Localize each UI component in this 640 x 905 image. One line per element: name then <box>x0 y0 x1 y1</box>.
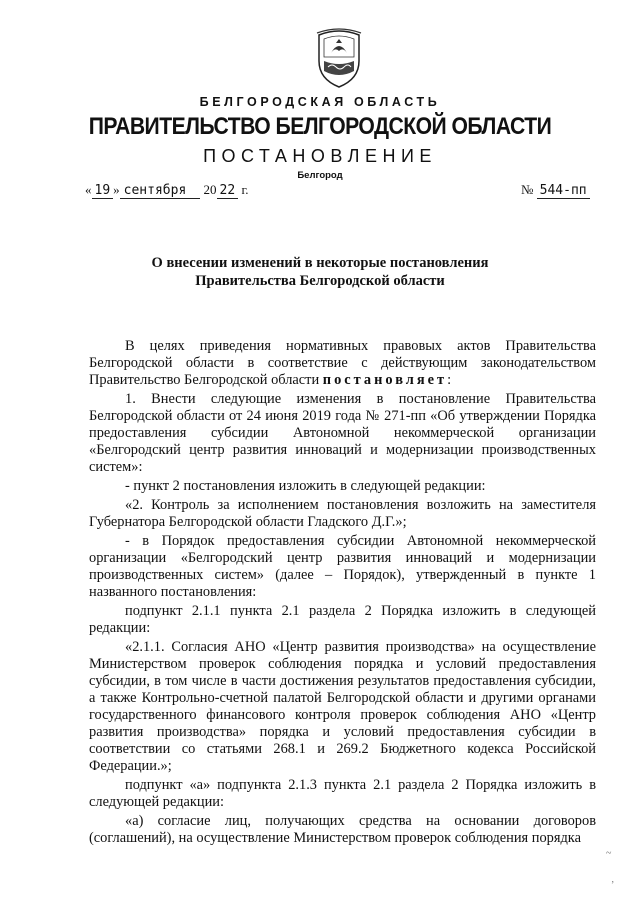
paragraph-procedure-intro: - в Порядок предоставления субсидии Автономной некоммерческой организации «Белгородский центр развития инноваций и модернизации производственных систем» (далее – Порядок), утвержденный в пункте 1 названного постановления: <box>89 533 596 600</box>
coat-of-arms-emblem <box>314 27 364 89</box>
date-line <box>85 182 249 198</box>
date-year-suffix: 22 <box>217 183 239 199</box>
government-name: ПРАВИТЕЛЬСТВО БЕЛГОРОДСКОЙ ОБЛАСТИ <box>88 113 552 140</box>
scan-mark: ~ <box>606 848 612 859</box>
paragraph-subpoint-a-text: «а) согласие лиц, получающих средства на основании договоров (соглашений), на осуществление Министерством проверок соблюдения порядка <box>89 813 596 846</box>
paragraph-item-1: 1. Внести следующие изменения в постановление Правительства Белгородской области от 24 июня 2019 года № 271-пп «Об утверждении Порядка предоставления субсидии Автономной некоммерческой организации «Белгородский центр развития инноваций и модернизации производственных систем»: <box>89 391 596 475</box>
preamble-text: В целях приведения нормативных правовых актов Правительства Белгородской области в соответствие с действующим законодательством Правительство Белгородской области <box>89 338 596 388</box>
paragraph-subpoint-2-1-1-text: «2.1.1. Согласия АНО «Центр развития производства» на осуществление Министерством проверок соблюдения порядка и условий предоставления субсидии, в том числе в части достижения результатов предоставления субсидии, а также Контрольно-счетной палатой Белгородской области и другими органами государственного финансового контроля проверок соблюдения АНО «Центр развития производства» порядка и условий предоставления субсидии в соответствии со статьями 268.1 и 269.2 Бюджетного кодекса Российской Федерации.»; <box>89 639 596 774</box>
paragraph-point-2-text: «2. Контроль за исполнением постановления возложить на заместителя Губернатора Белгородской области Гладского Д.Г.»; <box>89 497 596 530</box>
date-year-unit: г. <box>241 182 249 197</box>
document-number-line <box>521 182 590 198</box>
resolve-word: постановляет <box>322 372 448 388</box>
scan-mark: ʼ <box>611 880 615 891</box>
document-title <box>100 254 540 290</box>
document-body <box>89 338 596 849</box>
date-year-prefix: 20 <box>203 182 217 197</box>
date-close-quote: » <box>113 182 120 197</box>
paragraph-subpoint-2-1-1-intro: подпункт 2.1.1 пункта 2.1 раздела 2 Порядка изложить в следующей редакции: <box>89 603 596 636</box>
paragraph-subpoint-a-intro: подпункт «а» подпункта 2.1.3 пункта 2.1 раздела 2 Порядка изложить в следующей редакции: <box>89 777 596 810</box>
date-open-quote: « <box>85 182 92 197</box>
document-number: 544-пп <box>537 183 590 199</box>
title-line-2: Правительства Белгородской области <box>195 273 445 289</box>
paragraph-point-2-intro: - пункт 2 постановления изложить в следующей редакции: <box>125 478 486 494</box>
title-line-1: О внесении изменений в некоторые постановления <box>151 255 489 271</box>
date-month: сентября <box>120 183 201 199</box>
date-day: 19 <box>92 183 114 199</box>
preamble-colon: : <box>447 372 452 388</box>
document-type: ПОСТАНОВЛЕНИЕ <box>203 146 437 166</box>
region-name: БЕЛГОРОДСКАЯ ОБЛАСТЬ <box>199 95 441 109</box>
city-name: Белгород <box>297 170 343 181</box>
number-label: № <box>521 182 534 197</box>
paragraph-preamble <box>89 338 596 389</box>
